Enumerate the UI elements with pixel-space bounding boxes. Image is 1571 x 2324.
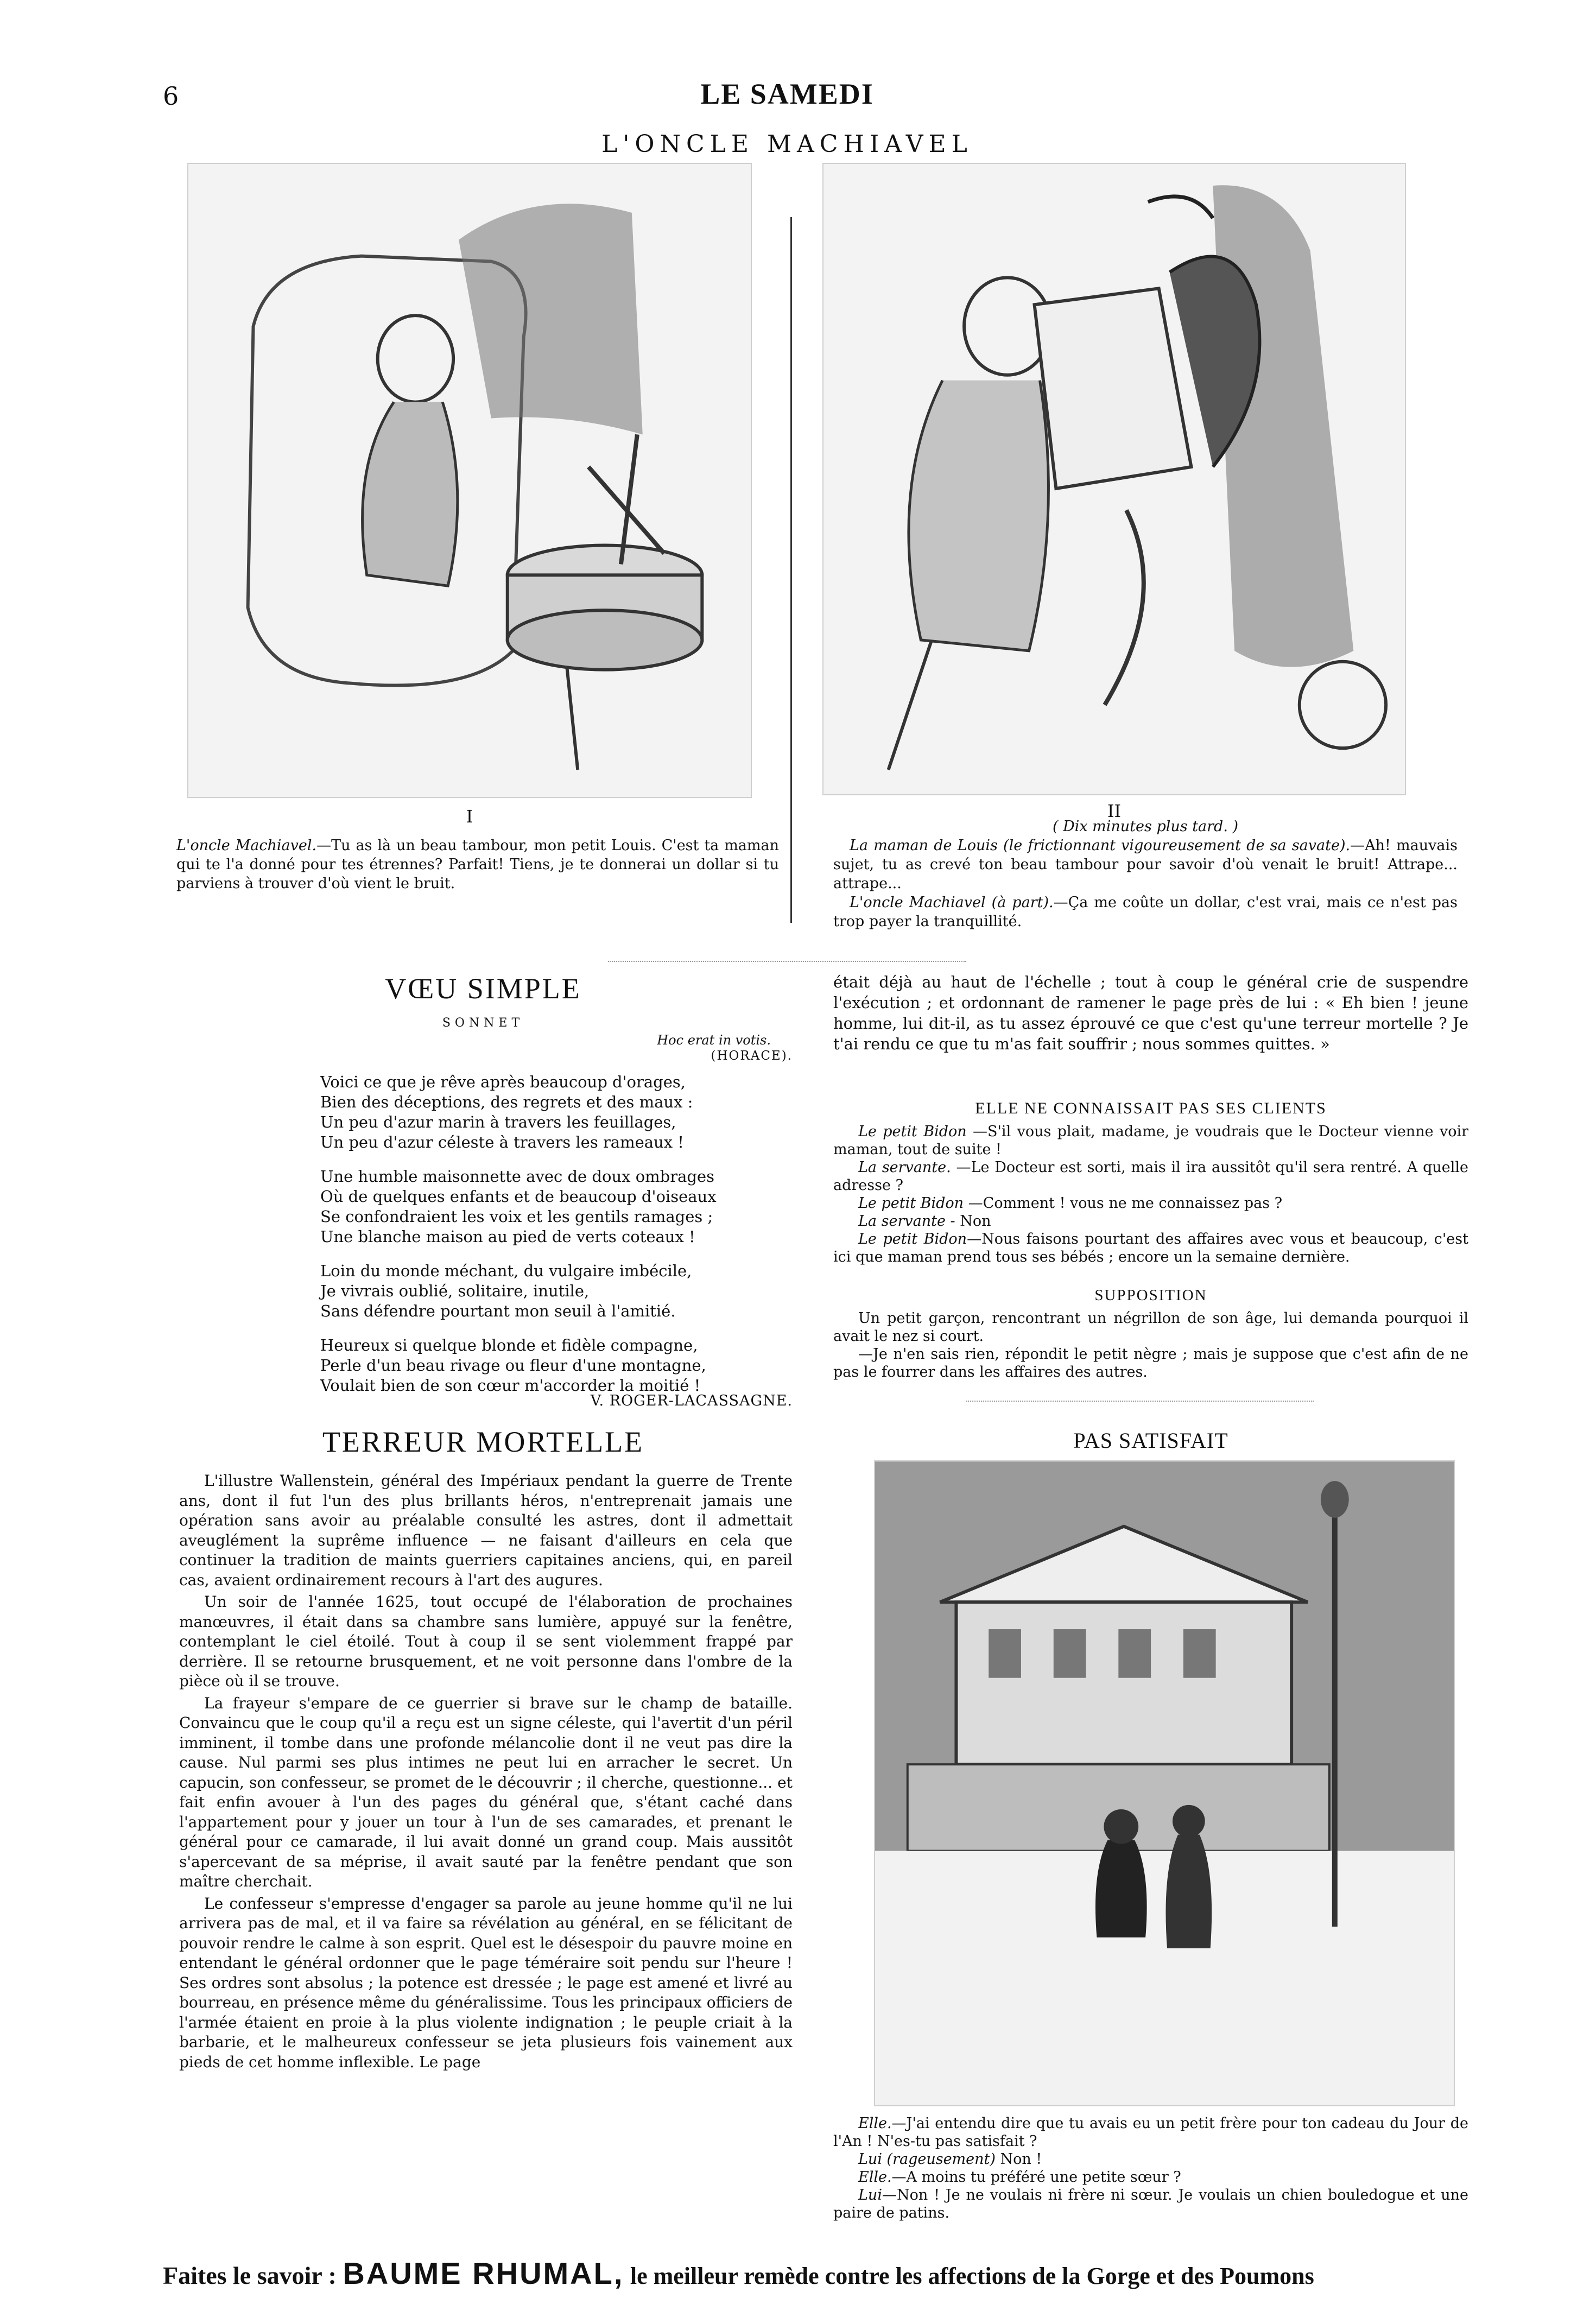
clients-dialog xyxy=(833,1123,1468,1266)
caption-panel-1 xyxy=(176,836,779,893)
dialog-speaker: Lui xyxy=(858,2187,882,2203)
dialog-text: —Nous faisons pourtant des affaires avec vous et beaucoup, c'est ici que maman prend tous ses bébés ; encore un la semaine dernière. xyxy=(833,1231,1468,1265)
advert-lead: Faites le savoir : xyxy=(163,2262,337,2289)
clients-title: ELLE NE CONNAISSAIT PAS SES CLIENTS xyxy=(975,1099,1327,1117)
poem-line: Une blanche maison au pied de verts coteaux ! xyxy=(320,1227,695,1246)
panel-divider xyxy=(790,217,792,923)
poem-line: Voulait bien de son cœur m'accorder la moitié ! xyxy=(320,1376,701,1395)
dialog-text: —S'il vous plait, madame, je voudrais que le Docteur vienne voir maman, tout de suite ! xyxy=(833,1123,1469,1158)
poem-line: Perle d'un beau rivage ou fleur d'une montagne, xyxy=(320,1356,706,1375)
panel-2-number: II xyxy=(1107,801,1122,821)
dialog-speaker: Le petit Bidon xyxy=(858,1231,967,1248)
dialog-text: —A moins tu préféré une petite sœur ? xyxy=(891,2169,1181,2186)
poem-stanza xyxy=(320,1261,787,1321)
dialog-text: Non ! xyxy=(1000,2151,1042,2168)
supposition-body xyxy=(833,1309,1468,1381)
poem-line: Loin du monde méchant, du vulgaire imbécile, xyxy=(320,1262,692,1280)
panel-1-drawing xyxy=(188,164,751,797)
story-ending-text: était déjà au haut de l'échelle ; tout à coup le général crie de suspendre l'exécution ; et ordonnant de ramener le page près de lui : « Eh bien ! jeune homme, lui dit-il, as tu assez éprouvé ce que c'est qu'une terreur mortelle ? Je t'ai rendu ce que tu m'as fait souffrir ; nous sommes quittes. » xyxy=(833,973,1468,1053)
dialog-speaker: La servante xyxy=(858,1213,946,1230)
poem-stanza xyxy=(320,1167,787,1247)
terreur-paragraph: Le confesseur s'empresse d'engager sa parole au jeune homme qu'il ne lui arrivera pas de mal, et il va faire sa révélation au général, en se félicitant de pouvoir rendre le calme à son esprit. Quel est le désespoir du pauvre moine en entendant le général ordonner que le page téméraire soit pendu sur l'heure ! Ses ordres sont absolus ; la potence est dressée ; le page est amené et livré au bourreau, en présence même du généralissime. Tous les principaux officiers de l'armée étaient en proie à la plus violente indignation ; le peuple criait à la barbarie, et le malheureux confesseur se jeta plusieurs fois vainement aux pieds de cet homme inflexible. Le page xyxy=(179,1894,793,2071)
advert-brand: BAUME RHUMAL, xyxy=(343,2256,624,2290)
uncle-with-drum-illustration-icon xyxy=(187,163,752,798)
caption-2-speaker-1: La maman de Louis (le frictionnant vigoureusement de sa savate). xyxy=(850,837,1351,854)
advert-tail: le meilleur remède contre les affections de la Gorge et des Poumons xyxy=(630,2263,1314,2289)
caption-2-stage: ( Dix minutes plus tard. ) xyxy=(1052,818,1239,835)
poem-stanza xyxy=(320,1072,787,1152)
dialog-text: —Le Docteur est sorti, mais il ira aussitôt qu'il sera rentré. A quelle adresse ? xyxy=(833,1159,1468,1194)
poem-line: Voici ce que je rêve après beaucoup d'orages, xyxy=(320,1073,686,1091)
caption-2-text-1: —Ah! mauvais sujet, tu as crevé ton beau tambour pour savoir d'où venait le bruit! Attrape... attrape... xyxy=(833,837,1458,892)
caption-2-text-2: —Ça me coûte un dollar, c'est vrai, mais ce n'est pas trop payer la tranquillité. xyxy=(833,894,1458,930)
caption-1-text: —Tu as là un beau tambour, mon petit Louis. C'est ta maman qui te l'a donné pour tes étrennes? Parfait! Tiens, je te donnerai un dollar si tu parviens à trouver d'où vient le bruit. xyxy=(176,837,779,892)
uncle-reading-newspaper-illustration-icon xyxy=(822,163,1406,795)
poem-stanza xyxy=(320,1335,787,1396)
dialog-text: - Non xyxy=(950,1213,991,1230)
panel-1-number: I xyxy=(466,806,473,827)
poem-line: Heureux si quelque blonde et fidèle compagne, xyxy=(320,1336,698,1354)
dotted-separator xyxy=(608,961,966,962)
advert-banner xyxy=(163,2256,1477,2291)
dialog-speaker: Elle. xyxy=(858,2169,892,2186)
dialog-text: —Non ! Je ne voulais ni frère ni sœur. Je voulais un chien bouledogue et une paire de patins. xyxy=(833,2187,1468,2221)
poem-epigraph: Hoc erat in votis. xyxy=(657,1033,771,1048)
caption-panel-2 xyxy=(833,817,1458,931)
dialog-speaker: Elle. xyxy=(858,2115,892,2132)
poem-line: Je vivrais oublié, solitaire, inutile, xyxy=(320,1282,590,1300)
poem-line: Se confondraient les voix et les gentils ramages ; xyxy=(320,1207,713,1226)
dialog-text: —J'ai entendu dire que tu avais eu un petit frère pour ton cadeau du Jour de l'An ! N'es-tu pas satisfait ? xyxy=(833,2115,1468,2150)
dialog-text: —Comment ! vous ne me connaissez pas ? xyxy=(968,1195,1283,1212)
supposition-p1: Un petit garçon, rencontrant un négrillon de son âge, lui demanda pourquoi il avait le nez si court. xyxy=(833,1310,1468,1345)
poem-line: Où de quelques enfants et de beaucoup d'oiseaux xyxy=(320,1187,717,1206)
poem-subtitle: SONNET xyxy=(442,1016,524,1030)
caption-2-speaker-2: L'oncle Machiavel (à part). xyxy=(850,894,1054,911)
dotted-separator xyxy=(966,1401,1314,1402)
winter-drawing xyxy=(875,1461,1454,2105)
terreur-title: TERREUR MORTELLE xyxy=(322,1426,644,1458)
caption-1-speaker: L'oncle Machiavel. xyxy=(176,837,317,854)
poem-body xyxy=(320,1072,787,1410)
panel-2-drawing xyxy=(823,164,1405,794)
masthead: LE SAMEDI xyxy=(700,78,874,110)
terreur-paragraph: Un soir de l'année 1625, tout occupé de l'élaboration de prochaines manœuvres, il était dans sa chambre sans lumière, appuyé sur la fenêtre, contemplant le ciel étoilé. Tout à coup il se sent violemment frappé par derrière. Il se retourne brusquement, et ne voit personne dans l'ombre de la pièce où il se trouve. xyxy=(179,1593,793,1690)
poem-line: Un peu d'azur marin à travers les feuillages, xyxy=(320,1113,676,1131)
feature-title: L'ONCLE MACHIAVEL xyxy=(601,130,973,158)
story-ending xyxy=(833,972,1468,1056)
page-number: 6 xyxy=(163,81,179,111)
poem-title: VŒU SIMPLE xyxy=(385,972,581,1005)
children-in-snow-illustration-icon xyxy=(874,1460,1455,2106)
pas-satisfait-title: PAS SATISFAIT xyxy=(1073,1428,1228,1453)
poem-line: Une humble maisonnette avec de doux ombrages xyxy=(320,1167,714,1186)
poem-line: Un peu d'azur céleste à travers les rameaux ! xyxy=(320,1133,684,1151)
dialog-speaker: Lui (rageusement) xyxy=(858,2151,996,2168)
dialog-speaker: La servante. xyxy=(858,1159,951,1176)
terreur-body xyxy=(179,1471,793,2074)
poem-line: Bien des déceptions, des regrets et des maux : xyxy=(320,1093,693,1111)
dialog-speaker: Le petit Bidon xyxy=(858,1123,967,1140)
poem-author: V. ROGER-LACASSAGNE. xyxy=(590,1392,793,1409)
poem-epigraph-author: (HORACE). xyxy=(711,1049,793,1063)
pas-satisfait-dialog xyxy=(833,2114,1468,2222)
supposition-p2: —Je n'en sais rien, répondit le petit nègre ; mais je suppose que c'est afin de ne pas le fourrer dans les affaires des autres. xyxy=(833,1346,1468,1381)
supposition-title: SUPPOSITION xyxy=(1094,1287,1207,1304)
terreur-paragraph: La frayeur s'empare de ce guerrier si brave sur le champ de bataille. Convaincu que le coup qu'il a reçu est un signe céleste, qui l'avertit d'un péril imminent, il tombe dans une profonde mélancolie dont il ne veut pas dire la cause. Nul parmi ses plus intimes ne peut lui en arracher le secret. Un capucin, son confesseur, se promet de le découvrir ; il cherche, questionne... et fait enfin avouer à l'un des pages du général que, s'étant caché dans l'appartement pour y jouer un tour à l'un de ses camarades, et prenant le général pour ce camarade, il lui avait donné un grand coup. Mais aussitôt s'apercevant de sa méprise, il avait sauté par la fenêtre pendant que son maître cherchait. xyxy=(179,1694,793,1890)
poem-line: Sans défendre pourtant mon seuil à l'amitié. xyxy=(320,1302,676,1320)
terreur-paragraph: L'illustre Wallenstein, général des Impériaux pendant la guerre de Trente ans, dont il fut l'un des plus brillants héros, n'entreprenait jamais une opération sans avoir au préalable consulté les astres, dont il admettait aveuglément la suprême influence — ne faisant d'ailleurs en cela que continuer la tradition de maints guerriers capitaines anciens, qui, en pareil cas, avaient ordinairement recours à l'art des augures. xyxy=(179,1472,793,1589)
dialog-speaker: Le petit Bidon xyxy=(858,1195,964,1212)
